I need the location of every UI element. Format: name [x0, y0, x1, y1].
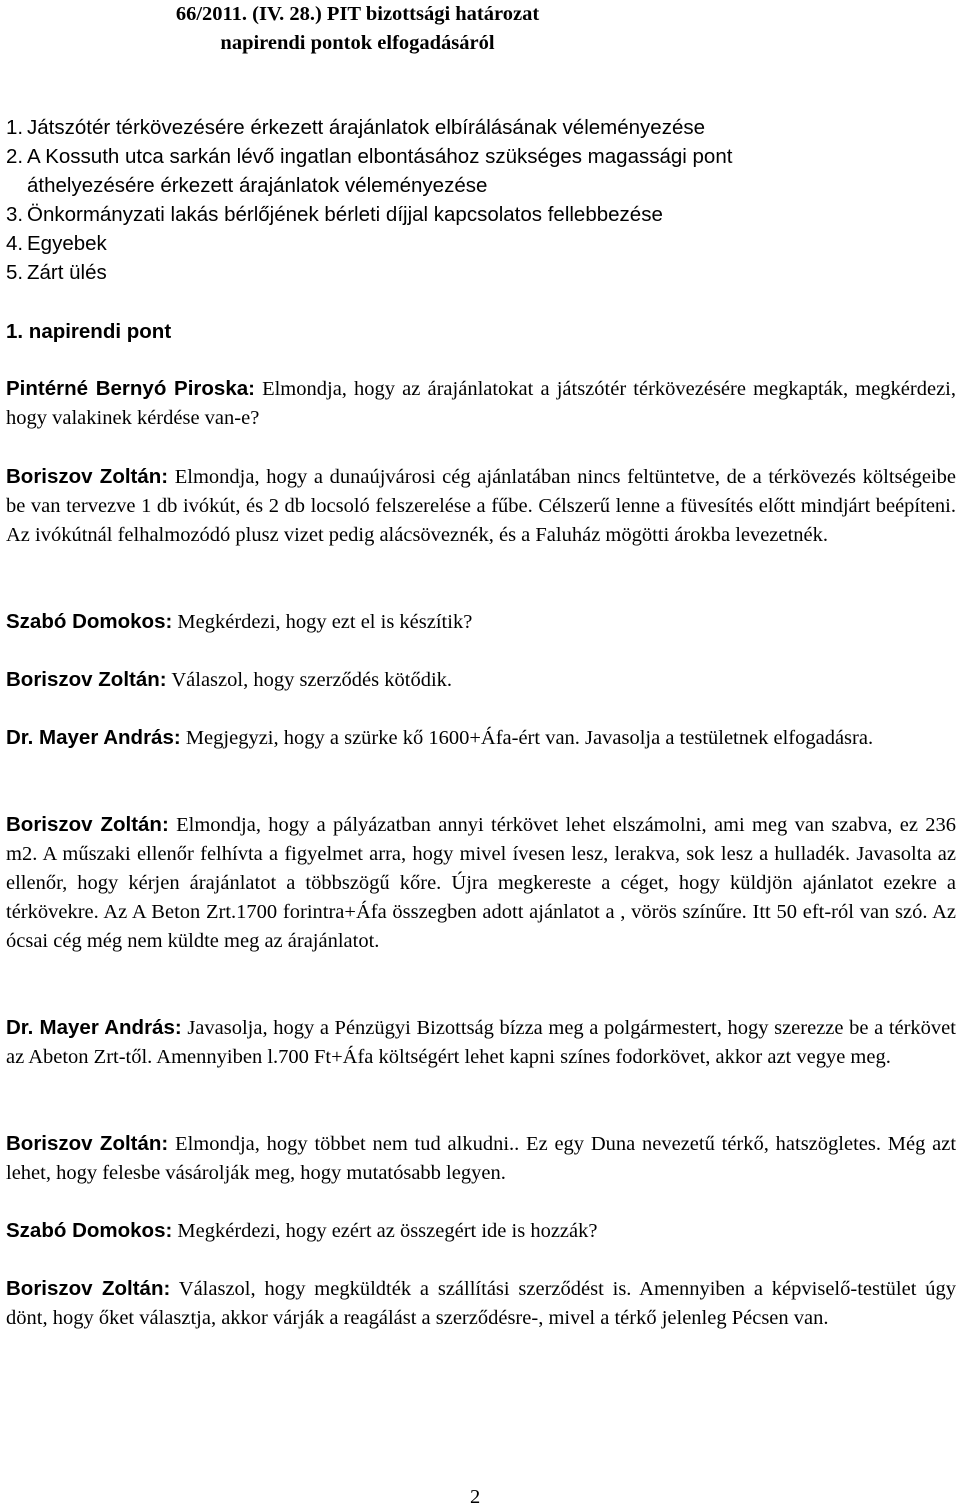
- agenda-text: Játszótér térkövezésére érkezett árajánlatok elbírálásának véleményezése: [27, 116, 705, 139]
- agenda-item: [6, 200, 876, 229]
- agenda-number: 1.: [6, 116, 24, 139]
- heading-line-2: napirendi pontok elfogadásáról: [220, 32, 495, 54]
- speaker-name: Szabó Domokos:: [6, 610, 173, 633]
- speech-paragraph: [6, 374, 956, 433]
- speech-paragraph: [6, 1129, 956, 1188]
- speaker-name: Boriszov Zoltán:: [6, 1277, 171, 1300]
- speech-text: Megkérdezi, hogy ezért az összegért ide is hozzák?: [177, 1220, 598, 1242]
- speech-text: Válaszol, hogy szerződés kötődik.: [171, 669, 453, 691]
- agenda-item: [6, 229, 876, 258]
- heading-line-1: 66/2011. (IV. 28.) PIT bizottsági határozat: [175, 3, 540, 25]
- agenda-number: 4.: [6, 232, 24, 255]
- speech-text: Elmondja, hogy a pályázatban annyi térkövet lehet elszámolni, ami meg van szabva, ez 236 m2. A műszaki ellenőr felhívta a figyelmet arra, hogy mivel ívesen lesz, lerakva, sok lesz a hulladék. Javasolta az ellenőr, hogy kérjen árajánlatot a többszögű kőre. Újra megkereste a céget, hogy küldjön ajánlatot ezekre a térkövekre. Az A Beton Zrt.1700 forintra+Áfa összegben adott ajánlatot a , vörös színűre. Itt 50 eft-ról van szó. Az ócsai cég még nem küldte meg az árajánlatot.: [6, 814, 957, 952]
- speech-paragraph: [6, 1216, 956, 1246]
- speaker-name: Boriszov Zoltán:: [6, 1132, 169, 1155]
- agenda-text: A Kossuth utca sarkán lévő ingatlan elbontásához szükséges magassági pont áthelyezésére érkezett árajánlatok véleményezése: [27, 145, 733, 197]
- agenda-text: Egyebek: [27, 232, 107, 255]
- speaker-name: Dr. Mayer András:: [6, 726, 181, 749]
- speech-paragraph: [6, 723, 956, 753]
- agenda-item: [6, 113, 876, 142]
- speech-text: Válaszol, hogy megküldték a szállítási szerződést is. Amennyiben a képviselő-testület úgy dönt, hogy őket választja, akkor várják a reagálást a szerződésre-, mivel a térkő jelenleg Pécsen van.: [6, 1278, 956, 1329]
- speaker-name: Boriszov Zoltán:: [6, 668, 167, 691]
- speech-text: Elmondja, hogy többet nem tud alkudni.. Ez egy Duna nevezetű térkő, hatszögletes. Még azt lehet, hogy felesbe vásárolják meg, hogy mutatósabb legyen.: [6, 1133, 957, 1184]
- agenda-number: 5.: [6, 261, 24, 284]
- speaker-name: Boriszov Zoltán:: [6, 813, 169, 836]
- speech-paragraph: [6, 665, 956, 695]
- agenda-number: 2.: [6, 145, 24, 168]
- speech-paragraph: [6, 462, 956, 550]
- agenda-list: [6, 113, 876, 287]
- speech-text: Javasolja, hogy a Pénzügyi Bizottság bízza meg a polgármestert, hogy szerezze be a térkövet az Abeton Zrt-től. Amennyiben l.700 Ft+Áfa költségért lehet kapni színes fodorkövet, akkor azt vegye meg.: [6, 1017, 956, 1068]
- speech-text: Megjegyzi, hogy a szürke kő 1600+Áfa-ért van. Javasolja a testületnek elfogadásra.: [185, 727, 874, 749]
- agenda-text: Önkormányzati lakás bérlőjének bérleti díjjal kapcsolatos fellebbezése: [27, 203, 663, 226]
- speaker-name: Boriszov Zoltán:: [6, 465, 169, 488]
- speaker-name: Szabó Domokos:: [6, 1219, 173, 1242]
- speech-paragraph: [6, 1274, 956, 1333]
- speaker-name: Dr. Mayer András:: [6, 1016, 182, 1039]
- speech-paragraph: [6, 607, 956, 637]
- agenda-item: [6, 258, 876, 287]
- section-title: 1. napirendi pont: [6, 320, 172, 343]
- agenda-item: [6, 142, 827, 200]
- agenda-text: Zárt ülés: [27, 261, 107, 284]
- speech-text: Megkérdezi, hogy ezt el is készítik?: [177, 611, 473, 633]
- speech-paragraph: [6, 810, 956, 956]
- speaker-name: Pintérné Bernyó Piroska:: [6, 377, 255, 400]
- speech-text: Elmondja, hogy az árajánlatokat a játszótér térkövezésére megkapták, megkérdezi, hogy valakinek kérdése van-e?: [6, 378, 956, 429]
- agenda-number: 3.: [6, 203, 24, 226]
- page-number: 2: [470, 1486, 481, 1508]
- speech-paragraph: [6, 1013, 956, 1072]
- speech-text: Elmondja, hogy a dunaújvárosi cég ajánlatában nincs feltüntetve, de a térkövezés költségeibe be van tervezve 1 db ivókút, és 2 db locsoló felszerelése a fűbe. Célszerű lenne a füvesítés előtt mindjárt beépíteni. Az ivókútnál felhalmozódó plusz vizet pedig alácsöveznék, és a Faluház mögötti árokba levezetnék.: [6, 466, 956, 546]
